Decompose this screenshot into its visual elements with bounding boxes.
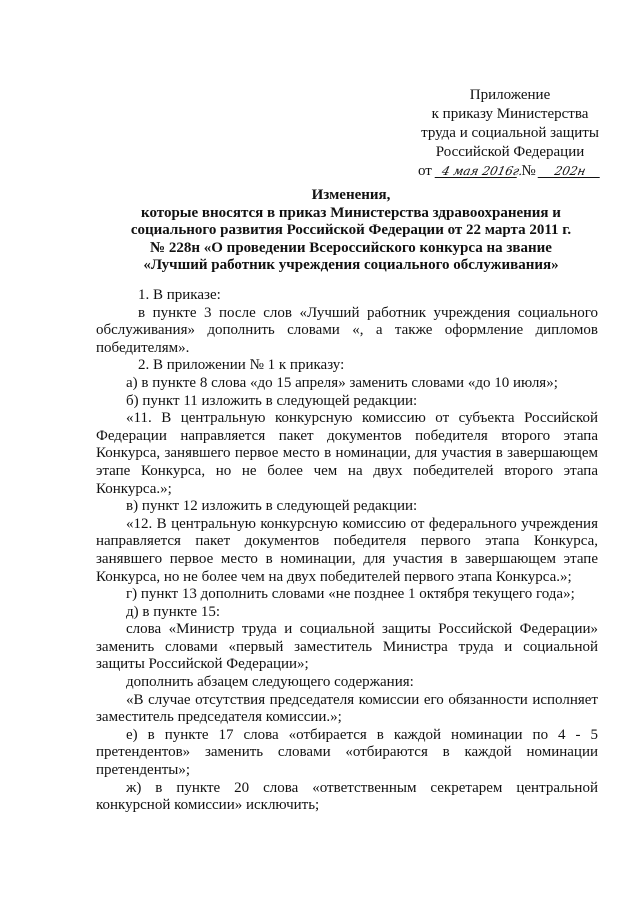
document-body [96, 287, 598, 815]
paragraph: а) в пункте 8 слова «до 15 апреля» заменить словами «до 10 июля»; [126, 374, 558, 391]
paragraph: ж) в пункте 20 слова «ответственным секретарем центральной конкурсной комиссии» исключить; [96, 779, 598, 814]
appendix-ministry: труда и социальной защиты [421, 125, 599, 141]
paragraph: 1. В приказе: [138, 287, 221, 303]
paragraph: в) пункт 12 изложить в следующей редакции: [126, 498, 418, 515]
number-prefix: № [521, 163, 536, 179]
document-heading [96, 187, 606, 275]
paragraph: «11. В центральную конкурсную комиссию от субъекта Российской Федерации направляется пакет документов победителя второго этапа Конкурса, занявшего первое место в номинации, для участия в завершающем этапе Конкурса, но не более чем на двух победителей второго этапа Конкурса.»; [96, 410, 598, 497]
paragraph: 2. В приложении № 1 к приказу: [138, 357, 345, 374]
paragraph: д) в пункте 15: [126, 603, 220, 620]
appendix-country: Российской Федерации [435, 144, 585, 160]
date-prefix: от [418, 163, 432, 179]
paragraph: в пункте 3 после слов «Лучший работник учреждения социального обслуживания» дополнить словами «, а также оформление дипломов победителям». [96, 304, 598, 356]
paragraph: дополнить абзацем следующего содержания: [126, 674, 414, 691]
paragraph: «12. В центральную конкурсную комиссию от федерального учреждения направляется пакет документов победителя первого этапа Конкурса, занявшего первое место в номинации, для участия в завершающем этапе Конкурса, но не более чем на двух победителей первого этапа Конкурса.»; [96, 515, 598, 585]
paragraph: б) пункт 11 изложить в следующей редакции: [126, 392, 418, 409]
handwritten-number: 202н [538, 165, 603, 178]
appendix-block [392, 86, 628, 181]
appendix-order-ref: к приказу Министерства [431, 106, 589, 122]
heading-line-4: № 228н «О проведении Всероссийского конкурса на звание [150, 239, 552, 256]
paragraph: слова «Министр труда и социальной защиты Российской Федерации» заменить словами «первый заместитель Министра труда и социальной защиты Российской Федерации»; [96, 621, 598, 673]
paragraph: «В случае отсутствия председателя комиссии его обязанности исполняет заместитель председателя комиссии.»; [96, 691, 598, 726]
heading-line-5: «Лучший работник учреждения социального обслуживания» [143, 257, 559, 274]
heading-line-2: которые вносятся в приказ Министерства здравоохранения и [141, 204, 561, 221]
paragraph: е) в пункте 17 слова «отбирается в каждой номинации по 4 - 5 претендентов» заменить словами «отбираются в каждой номинации претенденты»; [96, 726, 598, 779]
paragraph: г) пункт 13 дополнить словами «не позднее 1 октября текущего года»; [126, 586, 575, 603]
appendix-title: Приложение [469, 87, 551, 103]
handwritten-date: 4 мая 2016г. [434, 165, 519, 178]
appendix-date-line [392, 162, 628, 181]
heading-line-1: Изменения, [311, 187, 391, 203]
heading-line-3: социального развития Российской Федерации от 22 марта 2011 г. [130, 222, 572, 239]
